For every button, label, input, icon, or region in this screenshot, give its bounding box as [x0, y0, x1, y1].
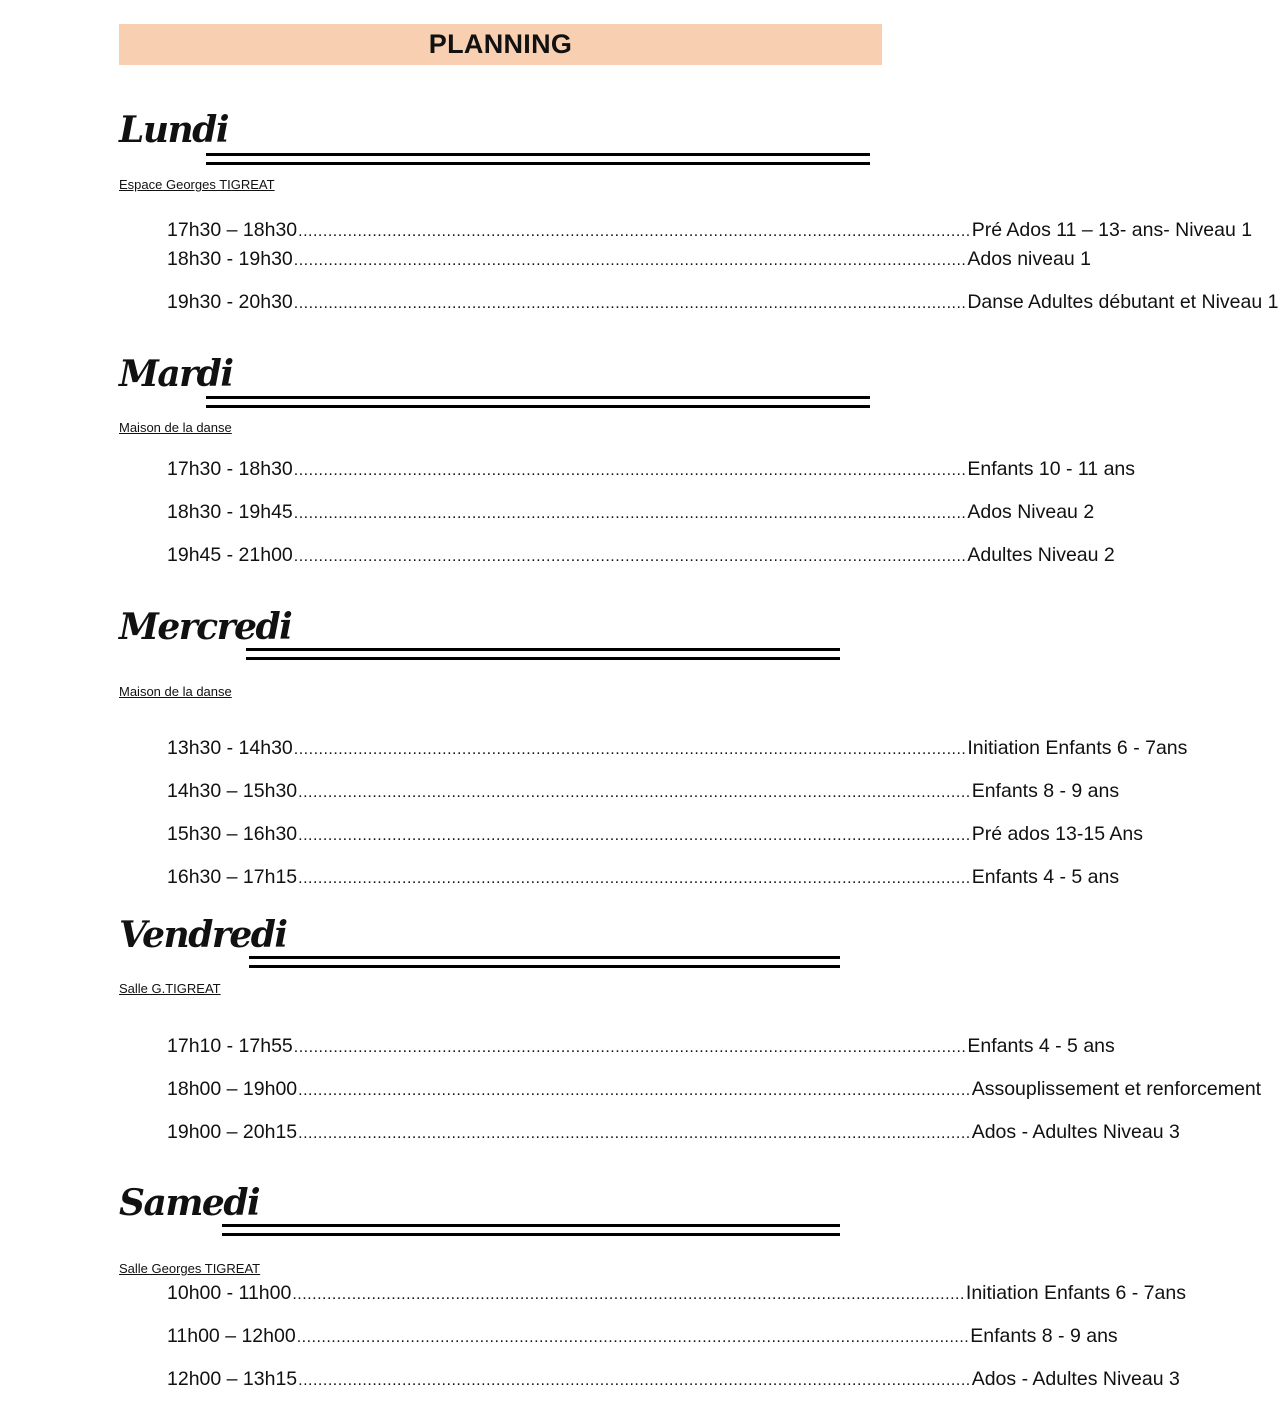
session-row: [167, 248, 1091, 270]
session-time: 16h30 – 17h15: [167, 866, 298, 888]
dot-leader: ........................................................................................................................................: [298, 827, 971, 844]
day-heading-mardi: Mardi: [119, 353, 233, 395]
session-label: Ados Niveau 2: [967, 501, 1095, 523]
session-label: Enfants 10 - 11 ans: [967, 458, 1136, 480]
dot-leader: ........................................................................................................................................: [298, 1372, 971, 1389]
session-time: 10h00 - 11h00: [167, 1282, 292, 1304]
dot-leader: ........................................................................................................................................: [293, 462, 967, 479]
session-label: Pré ados 13-15 Ans: [971, 823, 1143, 845]
session-row: [167, 501, 1095, 523]
session-row: [167, 458, 1136, 480]
session-label: Enfants 4 - 5 ans: [967, 1035, 1115, 1057]
session-row: [167, 780, 1120, 802]
venue-label: Maison de la danse: [119, 420, 232, 435]
dot-leader: ........................................................................................................................................: [293, 252, 967, 269]
session-time: 14h30 – 15h30: [167, 780, 298, 802]
session-time: 17h30 - 18h30: [167, 458, 293, 480]
session-label: Enfants 8 - 9 ans: [971, 780, 1120, 802]
heading-rule: [206, 396, 870, 408]
dot-leader: ........................................................................................................................................: [293, 295, 967, 312]
dot-leader: ........................................................................................................................................: [298, 1082, 971, 1099]
session-label: Enfants 8 - 9 ans: [970, 1325, 1118, 1347]
session-time: 19h45 - 21h00: [167, 544, 293, 566]
session-row: [167, 1368, 1180, 1390]
session-row: [167, 291, 1278, 313]
dot-leader: ........................................................................................................................................: [298, 784, 971, 801]
session-row: [167, 1325, 1118, 1347]
session-row: [167, 1035, 1115, 1057]
session-time: 18h30 - 19h30: [167, 248, 293, 270]
dot-leader: ........................................................................................................................................: [293, 548, 967, 565]
session-label: Initiation Enfants 6 - 7ans: [967, 737, 1188, 759]
session-label: Ados - Adultes Niveau 3: [971, 1368, 1180, 1390]
dot-leader: ........................................................................................................................................: [293, 1039, 967, 1056]
session-time: 17h30 – 18h30: [167, 219, 298, 241]
day-heading-vendredi: Vendredi: [119, 914, 287, 956]
venue-label: Salle Georges TIGREAT: [119, 1261, 261, 1276]
venue-label: Maison de la danse: [119, 684, 232, 699]
session-label: Initiation Enfants 6 - 7ans: [965, 1282, 1186, 1304]
venue-label: Salle G.TIGREAT: [119, 981, 221, 996]
session-row: [167, 737, 1188, 759]
session-row: [167, 219, 1253, 241]
session-time: 19h00 – 20h15: [167, 1121, 298, 1143]
session-row: [167, 1121, 1180, 1143]
session-time: 12h00 – 13h15: [167, 1368, 298, 1390]
page-title: PLANNING: [119, 24, 882, 65]
dot-leader: ........................................................................................................................................: [292, 1286, 965, 1303]
dot-leader: ........................................................................................................................................: [298, 223, 971, 240]
session-row: [167, 544, 1115, 566]
heading-rule: [246, 648, 840, 660]
session-time: 13h30 - 14h30: [167, 737, 293, 759]
heading-rule: [222, 1224, 840, 1236]
dot-leader: ........................................................................................................................................: [296, 1329, 970, 1346]
session-label: Assouplissement et renforcement: [971, 1078, 1262, 1100]
session-time: 18h00 – 19h00: [167, 1078, 298, 1100]
session-time: 18h30 - 19h45: [167, 501, 293, 523]
session-row: [167, 823, 1143, 845]
venue-label: Espace Georges TIGREAT: [119, 177, 275, 192]
dot-leader: ........................................................................................................................................: [293, 505, 967, 522]
session-label: Ados niveau 1: [967, 248, 1091, 270]
day-heading-samedi: Samedi: [119, 1182, 260, 1224]
session-label: Adultes Niveau 2: [967, 544, 1115, 566]
session-label: Enfants 4 - 5 ans: [971, 866, 1120, 888]
session-time: 11h00 – 12h00: [167, 1325, 296, 1347]
heading-rule: [249, 956, 840, 968]
day-heading-lundi: Lundi: [119, 109, 229, 151]
session-time: 19h30 - 20h30: [167, 291, 293, 313]
session-time: 15h30 – 16h30: [167, 823, 298, 845]
session-label: Danse Adultes débutant et Niveau 1: [967, 291, 1278, 313]
dot-leader: ........................................................................................................................................: [293, 741, 967, 758]
session-label: Ados - Adultes Niveau 3: [971, 1121, 1180, 1143]
session-row: [167, 1078, 1262, 1100]
session-time: 17h10 - 17h55: [167, 1035, 293, 1057]
heading-rule: [206, 153, 870, 165]
dot-leader: ........................................................................................................................................: [298, 870, 971, 887]
session-label: Pré Ados 11 – 13- ans- Niveau 1: [971, 219, 1253, 241]
day-heading-mercredi: Mercredi: [119, 606, 292, 648]
session-row: [167, 866, 1120, 888]
dot-leader: ........................................................................................................................................: [298, 1125, 971, 1142]
session-row: [167, 1282, 1186, 1304]
